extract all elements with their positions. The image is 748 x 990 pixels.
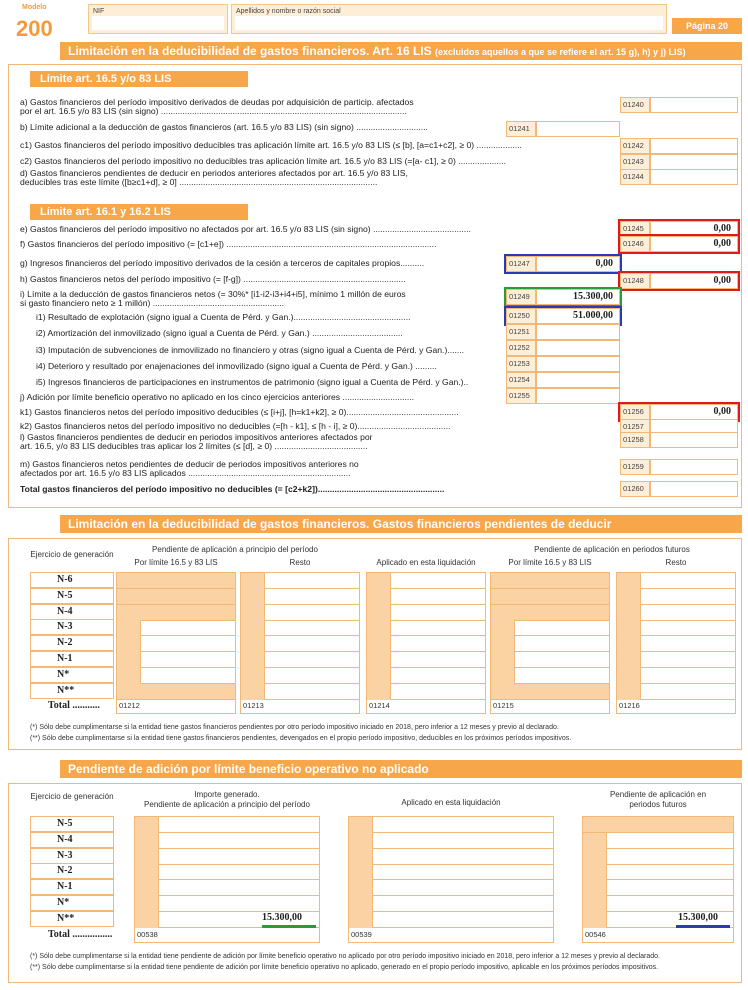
s3-cell[interactable] bbox=[349, 880, 553, 896]
s2-cell[interactable] bbox=[241, 605, 359, 621]
s3-cell[interactable] bbox=[583, 880, 733, 896]
s2-code: 01212 bbox=[119, 701, 140, 711]
s1-code-01245: 01245 bbox=[620, 221, 650, 237]
s1-value-01252[interactable] bbox=[536, 340, 620, 356]
s3-cell-key bbox=[135, 880, 159, 896]
s2-code: 01216 bbox=[619, 701, 640, 711]
s1-row-label: a) Gastos financieros del período impositivo derivados de deudas por adquisición de particip. afectados bbox=[20, 97, 414, 107]
s2-cell[interactable] bbox=[617, 652, 735, 668]
s2-year-N-3: N-3 bbox=[30, 619, 114, 635]
s2-col4: Por límite 16.5 y 83 LIS bbox=[508, 558, 592, 567]
s1-value-01243[interactable] bbox=[650, 154, 738, 170]
s2-cell[interactable] bbox=[117, 668, 235, 684]
s2-year-N-5: N-5 bbox=[30, 588, 114, 604]
s1-value-01246[interactable]: 0,00 bbox=[650, 236, 738, 252]
s2-cell[interactable] bbox=[367, 668, 485, 684]
s1-row-label: k1) Gastos financieros netos del período impositivo deducibles (≤ [i+j], [h=k1+k2], ≥ 0)............................................... bbox=[20, 407, 459, 417]
s1-code-01260: 01260 bbox=[620, 481, 650, 497]
s3-cell[interactable] bbox=[135, 880, 319, 896]
s2-cell-key bbox=[117, 652, 141, 668]
s3-cell-key bbox=[349, 849, 373, 865]
s1-row-label: j) Adición por límite beneficio operativo no aplicado en los cinco ejercicios anteriores .............................. bbox=[20, 392, 415, 402]
s1-code-01250: 01250 bbox=[506, 308, 536, 324]
s2-note2: (**) Sólo debe cumplimentarse si la entidad tiene gastos financieros pendientes, devengados en el propio período impositivo, deducibles en los próximos períodos impositivos. bbox=[30, 735, 572, 742]
s2-year-N-2: N-2 bbox=[30, 635, 114, 651]
s3-column bbox=[348, 816, 554, 943]
s2-cell-key bbox=[117, 620, 141, 636]
s3-year-N-1: N-1 bbox=[30, 879, 114, 895]
s3-cell-key bbox=[135, 849, 159, 865]
nif-label: NIF bbox=[93, 8, 105, 15]
s3-cell-key bbox=[583, 849, 607, 865]
s2-cell[interactable] bbox=[617, 573, 735, 589]
s1-row-label: i3) Imputación de subvenciones de inmovilizado no financiero y otras (signo igual a Cuenta de Pérd. y Gan.)....... bbox=[36, 345, 465, 355]
s2-cell[interactable] bbox=[491, 573, 609, 589]
s1-value-01245[interactable]: 0,00 bbox=[650, 221, 738, 237]
section2-title: Limitación en la deducibilidad de gastos financieros. Gastos financieros pendientes de deducir bbox=[60, 515, 742, 533]
s2-cell[interactable] bbox=[241, 573, 359, 589]
s1-code-01249: 01249 bbox=[506, 289, 536, 305]
s3-column bbox=[582, 816, 734, 943]
s2-cell[interactable] bbox=[617, 620, 735, 636]
s1-row-label: k2) Gastos financieros netos del período impositivo no deducibles (=[h - k1], ≤ [h - i], ≥ 0)....................................... bbox=[20, 421, 451, 431]
page-badge: Página 20 bbox=[672, 18, 742, 34]
s1-code-01247: 01247 bbox=[506, 256, 536, 272]
s1-row-label: c1) Gastos financieros del período impositivo deducibles tras aplicación límite art. 16.5 y/o 83 LIS (≤ [b], [a=c1+c2], ≥ 0) ................... bbox=[20, 140, 522, 150]
s1-value-01248[interactable]: 0,00 bbox=[650, 273, 738, 289]
s2-cell[interactable] bbox=[367, 620, 485, 636]
s2-cell-key bbox=[241, 605, 265, 621]
s3-value-futuros: 15.300,00 bbox=[678, 911, 718, 923]
s1-code-01242: 01242 bbox=[620, 138, 650, 154]
s3-column bbox=[134, 816, 320, 943]
s2-cell-key bbox=[367, 636, 391, 652]
s1-code-01257: 01257 bbox=[620, 419, 650, 435]
s3-cell[interactable] bbox=[349, 864, 553, 880]
s3-cell[interactable] bbox=[583, 817, 733, 833]
s2-year-N-4: N-4 bbox=[30, 604, 114, 620]
s1-code-01259: 01259 bbox=[620, 459, 650, 475]
s1-code-01253: 01253 bbox=[506, 356, 536, 372]
s1-row-label: i5) Ingresos financieros de participaciones en instrumentos de patrimonio (signo igual a Cuenta de Pérd. y Gan.).. bbox=[36, 377, 469, 387]
name-box bbox=[231, 4, 667, 34]
s2-cell[interactable] bbox=[617, 589, 735, 605]
section1-title bbox=[60, 42, 742, 60]
s2-cell[interactable] bbox=[491, 668, 609, 684]
s1-row-label-cont: por el art. 16.5 y/o 83 LIS (sin signo) ....................................................................................................... bbox=[20, 106, 407, 116]
section1-title-text: Limitación en la deducibilidad de gastos financieros. Art. 16 LIS bbox=[68, 44, 432, 58]
s3-value-generated: 15.300,00 bbox=[262, 911, 302, 923]
s2-cell-key bbox=[241, 636, 265, 652]
s2-cell-key bbox=[617, 684, 641, 700]
s3-cell[interactable] bbox=[349, 849, 553, 865]
s2-cell[interactable] bbox=[617, 684, 735, 700]
s2-cell-key bbox=[491, 636, 515, 652]
s3-col3b: periodos futuros bbox=[629, 800, 687, 809]
s2-code: 01213 bbox=[243, 701, 264, 711]
s3-year-N-2: N-2 bbox=[30, 863, 114, 879]
s1-row-label-cont: afectados por art. 16.5 y/o 83 LIS aplicados .................................................................... bbox=[20, 468, 351, 478]
s2-cell[interactable] bbox=[491, 636, 609, 652]
s1-row-label: Total gastos financieros del período impositivo no deducibles (= [c2+k2])..................................................... bbox=[20, 484, 445, 494]
s3-cell[interactable] bbox=[349, 912, 553, 928]
s3-cell[interactable] bbox=[135, 817, 319, 833]
section3-title: Pendiente de adición por límite beneficio operativo no aplicado bbox=[60, 760, 742, 778]
s2-cell[interactable] bbox=[117, 573, 235, 589]
s1-row-label: m) Gastos financieros netos pendientes de deducir de periodos impositivos anteriores no bbox=[20, 459, 359, 469]
s2-cell[interactable] bbox=[367, 605, 485, 621]
s1-code-01251: 01251 bbox=[506, 324, 536, 340]
s3-year-N**: N** bbox=[30, 911, 114, 927]
s2-cell[interactable] bbox=[617, 668, 735, 684]
s2-col1: Por límite 16.5 y 83 LIS bbox=[134, 558, 218, 567]
s1-value-01240[interactable] bbox=[650, 97, 738, 113]
s2-cell-key bbox=[617, 668, 641, 684]
s2-cell-key bbox=[617, 589, 641, 605]
s3-cell-key bbox=[349, 912, 373, 928]
s2-cell-key bbox=[367, 589, 391, 605]
s3-code: 00539 bbox=[351, 929, 372, 939]
s3-cell-key bbox=[135, 912, 159, 928]
s1-code-01258: 01258 bbox=[620, 432, 650, 448]
s2-col3: Aplicado en esta liquidación bbox=[376, 558, 476, 567]
s2-column bbox=[490, 572, 610, 714]
s1-row-label: h) Gastos financieros netos del período impositivo (= [f-g]) .................................................................... bbox=[20, 274, 406, 284]
s2-column bbox=[366, 572, 486, 714]
s3-cell-key bbox=[349, 864, 373, 880]
s3-note1: (*) Sólo debe cumplimentarse si la entidad tiene pendiente de adición por límite beneficio operativo no aplicado por otro período impositivo iniciado en 2018, pero inferior a 12 meses y previo al declarado. bbox=[30, 953, 660, 960]
s2-cell-key bbox=[367, 573, 391, 589]
s3-year-N-3: N-3 bbox=[30, 848, 114, 864]
s2-col5: Resto bbox=[665, 558, 687, 567]
s3-cell[interactable] bbox=[349, 817, 553, 833]
s1-value-01242[interactable] bbox=[650, 138, 738, 154]
highlight-01246 bbox=[618, 234, 740, 254]
s2-cell-key bbox=[617, 605, 641, 621]
s2-cell-key bbox=[241, 620, 265, 636]
s2-cell-key bbox=[617, 620, 641, 636]
s2-code: 01214 bbox=[369, 701, 390, 711]
s1-row-label: g) Ingresos financieros del período impositivo derivados de la cesión a terceros de capitales propios.......... bbox=[20, 258, 425, 268]
s2-cell[interactable] bbox=[367, 589, 485, 605]
s3-code: 00538 bbox=[137, 929, 158, 939]
highlight-01250 bbox=[504, 306, 622, 326]
s1-value-01241[interactable] bbox=[536, 121, 620, 137]
s1-value-01256[interactable]: 0,00 bbox=[650, 404, 738, 420]
s1-row-label: i1) Resultado de explotación (signo igual a Cuenta de Pérd. y Gan.)................................................. bbox=[36, 312, 411, 322]
subsection-16-1: Límite art. 16.1 y 16.2 LIS bbox=[30, 204, 248, 220]
s1-value-01247[interactable]: 0,00 bbox=[536, 256, 620, 272]
s3-cell[interactable] bbox=[135, 833, 319, 849]
s3-cell-key bbox=[349, 833, 373, 849]
s2-cell[interactable] bbox=[117, 636, 235, 652]
s1-code-01254: 01254 bbox=[506, 372, 536, 388]
s2-cell[interactable] bbox=[241, 652, 359, 668]
s2-cell[interactable] bbox=[241, 636, 359, 652]
s1-value-01259[interactable] bbox=[650, 459, 738, 475]
s1-code-01256: 01256 bbox=[620, 404, 650, 420]
s3-cell-key bbox=[583, 880, 607, 896]
green-underline bbox=[262, 925, 316, 928]
s3-cell[interactable] bbox=[135, 896, 319, 912]
s1-code-01246: 01246 bbox=[620, 236, 650, 252]
s2-cell-key bbox=[491, 620, 515, 636]
s1-row-label: i4) Deterioro y resultado por enajenaciones del inmovilizado (signo igual a Cuenta de Pérd. y Gan.) ......... bbox=[36, 361, 437, 371]
section1-title-note: (excluidos aquellos a que se refiere el art. 15 g), h) y j) LIS) bbox=[434, 47, 686, 57]
s2-cell[interactable] bbox=[117, 652, 235, 668]
s2-year-N-1: N-1 bbox=[30, 651, 114, 667]
s2-cell[interactable] bbox=[117, 589, 235, 605]
s2-cell[interactable] bbox=[491, 589, 609, 605]
s3-ejercicio: Ejercicio de generación bbox=[30, 792, 114, 801]
form-number: 200 bbox=[16, 16, 53, 41]
s2-year-N-6: N-6 bbox=[30, 572, 114, 588]
s3-cell-key bbox=[583, 896, 607, 912]
s2-ejercicio: Ejercicio de generación bbox=[30, 550, 114, 559]
s2-group2: Pendiente de aplicación en periodos futuros bbox=[534, 545, 690, 554]
s2-cell-key bbox=[367, 620, 391, 636]
highlight-01248 bbox=[618, 271, 740, 291]
s1-row-label-cont: deducibles tras este límite ([b≥c1+d], ≥ 0] ................................................................................... bbox=[20, 177, 378, 187]
s2-cell[interactable] bbox=[241, 620, 359, 636]
s1-row-label: l) Gastos financieros pendientes de deducir en periodos impositivos anteriores afectados por bbox=[20, 432, 373, 442]
s1-value-01260[interactable] bbox=[650, 481, 738, 497]
highlight-01249 bbox=[504, 287, 622, 307]
s3-cell-key bbox=[135, 833, 159, 849]
s3-total-label: Total ................ bbox=[48, 928, 113, 940]
s3-cell[interactable] bbox=[583, 864, 733, 880]
s1-value-01255[interactable] bbox=[536, 388, 620, 404]
s3-cell[interactable] bbox=[135, 864, 319, 880]
s3-cell-key bbox=[583, 864, 607, 880]
s2-cell[interactable] bbox=[117, 684, 235, 700]
s2-cell-key bbox=[241, 684, 265, 700]
modelo-label: Modelo bbox=[22, 4, 47, 11]
s2-cell[interactable] bbox=[617, 636, 735, 652]
s1-value-01251[interactable] bbox=[536, 324, 620, 340]
s2-column bbox=[240, 572, 360, 714]
s1-code-01243: 01243 bbox=[620, 154, 650, 170]
s2-cell-key bbox=[367, 605, 391, 621]
s2-col2: Resto bbox=[289, 558, 311, 567]
s2-cell[interactable] bbox=[117, 620, 235, 636]
s1-code-01255: 01255 bbox=[506, 388, 536, 404]
s1-row-label: e) Gastos financieros del período impositivo no afectados por art. 16.5 y/o 83 LIS (sin signo) ......................................... bbox=[20, 224, 471, 234]
s2-cell[interactable] bbox=[367, 636, 485, 652]
s2-cell-key bbox=[241, 573, 265, 589]
s1-value-01249[interactable]: 15.300,00 bbox=[536, 289, 620, 305]
s2-year-N**: N** bbox=[30, 683, 114, 699]
s3-cell-key bbox=[135, 817, 159, 833]
s1-code-01248: 01248 bbox=[620, 273, 650, 289]
s3-cell[interactable] bbox=[583, 849, 733, 865]
s2-cell-key bbox=[617, 573, 641, 589]
s3-year-N-4: N-4 bbox=[30, 832, 114, 848]
s3-cell[interactable] bbox=[349, 833, 553, 849]
s2-cell[interactable] bbox=[367, 652, 485, 668]
s2-cell-key bbox=[367, 684, 391, 700]
s1-row-label: d) Gastos financieros pendientes de deducir en periodos anteriores afectados por art. 16.5 y/o 83 LIS, bbox=[20, 168, 408, 178]
s2-year-N*: N* bbox=[30, 667, 114, 683]
s1-row-label: i) Límite a la deducción de gastos financieros netos (= 30%* [i1-i2-i3+i4+i5], mínimo 1 millón de euros bbox=[20, 289, 406, 299]
s2-cell-key bbox=[367, 652, 391, 668]
s3-cell-key bbox=[583, 912, 607, 928]
s2-cell-key bbox=[617, 652, 641, 668]
nif-box bbox=[88, 4, 228, 34]
s2-cell[interactable] bbox=[241, 684, 359, 700]
s2-cell[interactable] bbox=[491, 652, 609, 668]
s2-cell-key bbox=[367, 668, 391, 684]
s3-note2: (**) Sólo debe cumplimentarse si la entidad tiene pendiente de adición por límite beneficio operativo no aplicado, generado en el propio período impositivo, aplicable en los próximos períodos impositivos. bbox=[30, 964, 659, 971]
s2-cell-key bbox=[617, 636, 641, 652]
s3-cell-key bbox=[349, 880, 373, 896]
s3-cell-key bbox=[135, 896, 159, 912]
s2-cell[interactable] bbox=[241, 589, 359, 605]
s1-code-01240: 01240 bbox=[620, 97, 650, 113]
s2-cell-key bbox=[241, 652, 265, 668]
s2-cell[interactable] bbox=[367, 684, 485, 700]
s3-col3a: Pendiente de aplicación en bbox=[609, 790, 707, 799]
s2-cell-key bbox=[491, 668, 515, 684]
s2-column bbox=[616, 572, 736, 714]
s1-row-label: i2) Amortización del inmovilizado (signo igual a Cuenta de Pérd. y Gan.) ...................................... bbox=[36, 328, 403, 338]
s1-code-01241: 01241 bbox=[506, 121, 536, 137]
s3-col1b: Pendiente de aplicación a principio del período bbox=[144, 800, 310, 809]
blue-underline bbox=[676, 925, 730, 928]
s3-code: 00546 bbox=[585, 929, 606, 939]
s1-code-01252: 01252 bbox=[506, 340, 536, 356]
subsection-16-5: Límite art. 16.5 y/o 83 LIS bbox=[30, 71, 248, 87]
s1-value-01244[interactable] bbox=[650, 169, 738, 185]
s3-cell[interactable] bbox=[583, 833, 733, 849]
s2-note1: (*) Sólo debe cumplimentarse si la entidad tiene gastos financieros pendientes por otro período impositivo iniciado en 2018, pero inferior a 12 meses y previo al declarado. bbox=[30, 724, 559, 731]
s2-column bbox=[116, 572, 236, 714]
s1-row-label: f) Gastos financieros del período impositivo (= [c1+e]) ........................................................................................ bbox=[20, 239, 437, 249]
s3-year-N-5: N-5 bbox=[30, 816, 114, 832]
s3-cell-key bbox=[349, 896, 373, 912]
highlight-01247 bbox=[504, 254, 622, 274]
s2-cell-key bbox=[117, 636, 141, 652]
s2-cell-key bbox=[241, 668, 265, 684]
s1-value-01250[interactable]: 51.000,00 bbox=[536, 308, 620, 324]
s3-cell-key bbox=[135, 864, 159, 880]
s3-cell[interactable] bbox=[349, 896, 553, 912]
s3-cell-key bbox=[583, 833, 607, 849]
s1-value-01253[interactable] bbox=[536, 356, 620, 372]
s3-cell[interactable] bbox=[583, 896, 733, 912]
s2-cell[interactable] bbox=[491, 684, 609, 700]
s1-row-label-cont: si gasto financiero neto ≥ 1 millón) ....................................................... bbox=[20, 298, 285, 308]
s3-year-N*: N* bbox=[30, 895, 114, 911]
name-input[interactable] bbox=[235, 16, 663, 30]
s3-col1a: Importe generado. bbox=[194, 790, 260, 799]
s3-cell-key bbox=[349, 817, 373, 833]
s1-row-label: c2) Gastos financieros del período impositivo no deducibles tras aplicación límite art. 16.5 y/o 83 LIS (=[a- c1], ≥ 0) .................... bbox=[20, 156, 506, 166]
s2-total-label: Total ........... bbox=[48, 700, 100, 712]
s2-cell-key bbox=[117, 668, 141, 684]
nif-input[interactable] bbox=[92, 16, 224, 30]
s2-code: 01215 bbox=[493, 701, 514, 711]
s2-cell-key bbox=[491, 652, 515, 668]
s1-row-label-cont: art. 16.5, y/o 83 LIS deducibles tras aplicar los 2 límites (≤ [d], ≥ 0) ....................................... bbox=[20, 441, 368, 451]
s1-row-label: b) Límite adicional a la deducción de gastos financieros (art. 16.5 y/o 83 LIS) (sin signo) .............................. bbox=[20, 122, 428, 132]
name-label: Apellidos y nombre o razón social bbox=[236, 8, 341, 15]
s1-code-01244: 01244 bbox=[620, 169, 650, 185]
s3-cell[interactable] bbox=[135, 849, 319, 865]
s3-col2: Aplicado en esta liquidación bbox=[401, 798, 501, 807]
s2-cell[interactable] bbox=[367, 573, 485, 589]
s2-cell[interactable] bbox=[491, 605, 609, 621]
s2-cell-key bbox=[241, 589, 265, 605]
s1-value-01254[interactable] bbox=[536, 372, 620, 388]
s2-cell[interactable] bbox=[241, 668, 359, 684]
s1-value-01258[interactable] bbox=[650, 432, 738, 448]
s2-cell[interactable] bbox=[617, 605, 735, 621]
s2-cell[interactable] bbox=[491, 620, 609, 636]
s2-cell[interactable] bbox=[117, 605, 235, 621]
s2-group1: Pendiente de aplicación a principio del período bbox=[152, 545, 318, 554]
